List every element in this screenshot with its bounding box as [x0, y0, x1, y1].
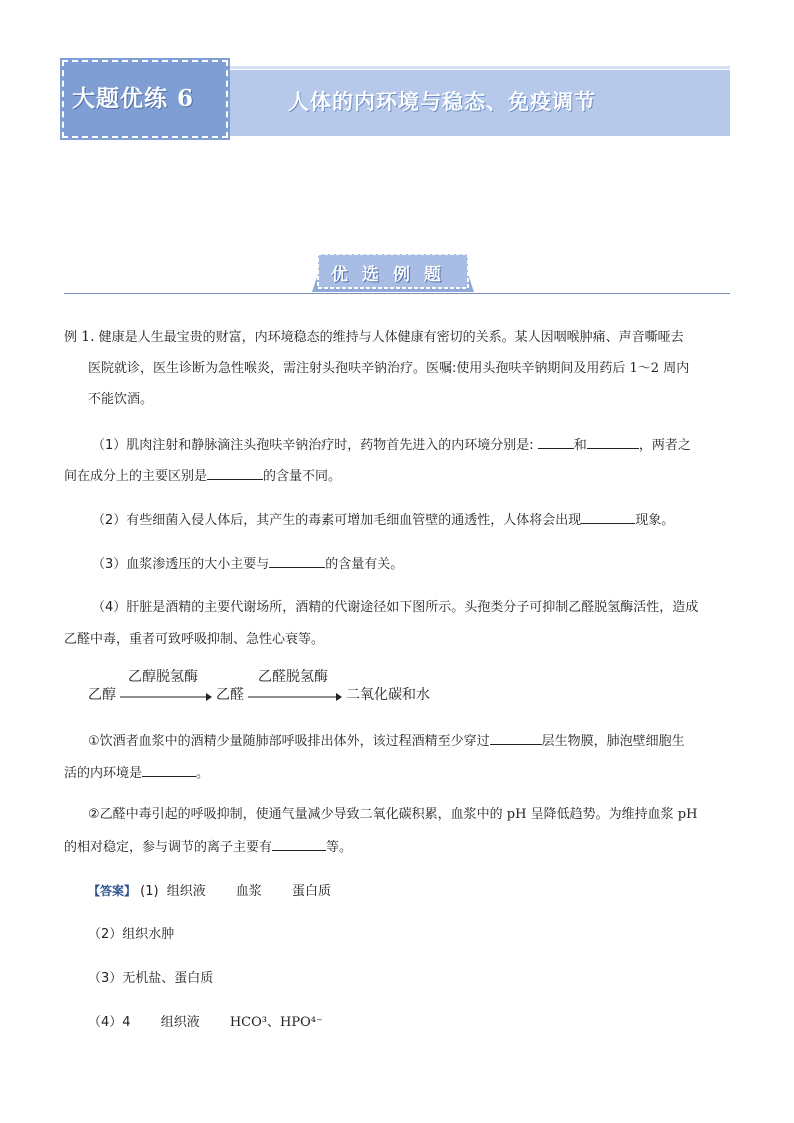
arrow-2-icon: [248, 692, 342, 702]
answer-1-prefix: (1): [140, 884, 159, 899]
sub1-b-tail: 。: [196, 766, 210, 781]
example-line-2: [88, 360, 689, 378]
example-number: 1.: [81, 329, 95, 345]
sub2-ph-2: pH: [677, 807, 698, 822]
q1-text: （1）肌肉注射和静脉滴注头孢呋辛钠治疗时，药物首先进入的内环境分别是:: [92, 438, 534, 453]
sub1-blank-2[interactable]: [142, 763, 196, 777]
example-label: 例: [64, 330, 78, 345]
answer-1-item-3: 蛋白质: [292, 884, 332, 899]
q3-tail: 的含量有关。: [325, 557, 404, 572]
answer-4-item-1: 组织液: [160, 1015, 200, 1030]
q1-blank-3[interactable]: [207, 466, 263, 480]
q1-b-text: 间在成分上的主要区别是: [64, 469, 208, 484]
sub-question-2-line-1: [88, 806, 697, 824]
stem-text-2: 医院就诊，医生诊断为急性喉炎，需注射头孢呋辛钠治疗。医嘱:使用头孢呋辛钠期间及用药后: [88, 361, 626, 376]
answer-line-2: （2）组织水肿: [88, 927, 175, 942]
example-line-3: 不能饮酒。: [88, 392, 154, 407]
stem-text-2-tail: 周内: [663, 361, 690, 376]
stem-text-1: 健康是人生最宝贵的财富，内环境稳态的维持与人体健康有密切的关系。某人因咽喉肿痛、声音嘶哑去: [98, 330, 684, 345]
example-line-1: [64, 328, 684, 347]
q1-b-tail: 的含量不同。: [263, 469, 342, 484]
q2-tail: 现象。: [635, 513, 675, 528]
pathway-enzyme-1: 乙醇脱氢酶: [128, 669, 198, 685]
header-banner: [62, 60, 730, 138]
sub-question-2-line-2: [64, 837, 352, 857]
question-4-line-1: （4）肝脏是酒精的主要代谢场所，酒精的代谢途径如下图所示。头孢类分子可抑制乙醛脱氢酶活性，造成: [92, 600, 699, 615]
sub1-blank-1[interactable]: [490, 731, 542, 745]
answer-4-prefix: （4）4: [88, 1015, 131, 1030]
q1-tail: ，两者之: [638, 438, 691, 453]
q1-blank-2[interactable]: [587, 435, 639, 449]
answer-1-item-2: 血浆: [235, 884, 262, 899]
answer-tag: 【答案】: [88, 884, 137, 898]
question-4-line-2: 乙醛中毒，重者可致呼吸抑制、急性心衰等。: [64, 632, 325, 647]
topic-number-title: 大题优练 6: [72, 85, 195, 112]
banner-stripe: [230, 66, 730, 69]
sub1-tail: 层生物膜，肺泡壁细胞生: [541, 734, 685, 749]
sub1-b-text: 活的内环境是: [64, 766, 143, 781]
sub1-text: ①饮酒者血浆中的酒精少量随肺部呼吸排出体外，该过程酒精至少穿过: [88, 734, 490, 749]
arrow-1-icon: [120, 692, 212, 702]
q3-text: （3）血浆渗透压的大小主要与: [92, 557, 270, 572]
sub-question-1-line-2: [64, 763, 209, 783]
topic-title-box: [230, 70, 730, 136]
sub2-b-text: 的相对稳定，参与调节的离子主要有: [64, 840, 273, 855]
sub2-b-tail: 等。: [326, 840, 353, 855]
answer-line-4: [88, 1014, 323, 1032]
metabolic-pathway: [88, 668, 488, 708]
sub2-blank[interactable]: [272, 837, 326, 851]
answer-4-item-2: HCO³、HPO⁴⁻: [229, 1015, 323, 1030]
answer-line-3: （3）无机盐、蛋白质: [88, 971, 214, 986]
q2-blank[interactable]: [581, 510, 635, 524]
section-divider: [64, 293, 730, 294]
pathway-end: 二氧化碳和水: [346, 687, 430, 703]
topic-title: 人体的内环境与稳态、免疫调节: [288, 90, 596, 114]
question-3: [92, 554, 403, 574]
q2-text: （2）有些细菌入侵人体后，其产生的毒素可增加毛细血管壁的通透性，人体将会出现: [92, 513, 582, 528]
q3-blank[interactable]: [269, 554, 325, 568]
question-1-line-2: [64, 466, 341, 486]
q1-blank-1[interactable]: [538, 435, 574, 449]
answer-line-1: [88, 882, 331, 901]
pathway-start: 乙醇: [88, 687, 116, 703]
section-tag-label: 优选例题: [331, 265, 455, 285]
sub2-text: ②乙醛中毒引起的呼吸抑制，使通气量减少导致二氧化碳积累，血浆中的: [88, 807, 503, 822]
pathway-middle: 乙醛: [216, 687, 244, 703]
topic-number-box: [62, 60, 228, 138]
sub-question-1-line-1: [88, 731, 685, 751]
sub2-mid: 呈降低趋势。为维持血浆: [530, 807, 674, 822]
question-1-line-1: [92, 435, 691, 455]
q1-and: 和: [573, 438, 587, 453]
pathway-enzyme-2: 乙醛脱氢酶: [258, 669, 328, 685]
answer-1-item-1: 组织液: [166, 884, 206, 899]
section-tag: [312, 252, 474, 292]
stem-range: 1～2: [629, 361, 660, 376]
question-2: [92, 510, 674, 530]
sub2-ph: pH: [506, 807, 527, 822]
